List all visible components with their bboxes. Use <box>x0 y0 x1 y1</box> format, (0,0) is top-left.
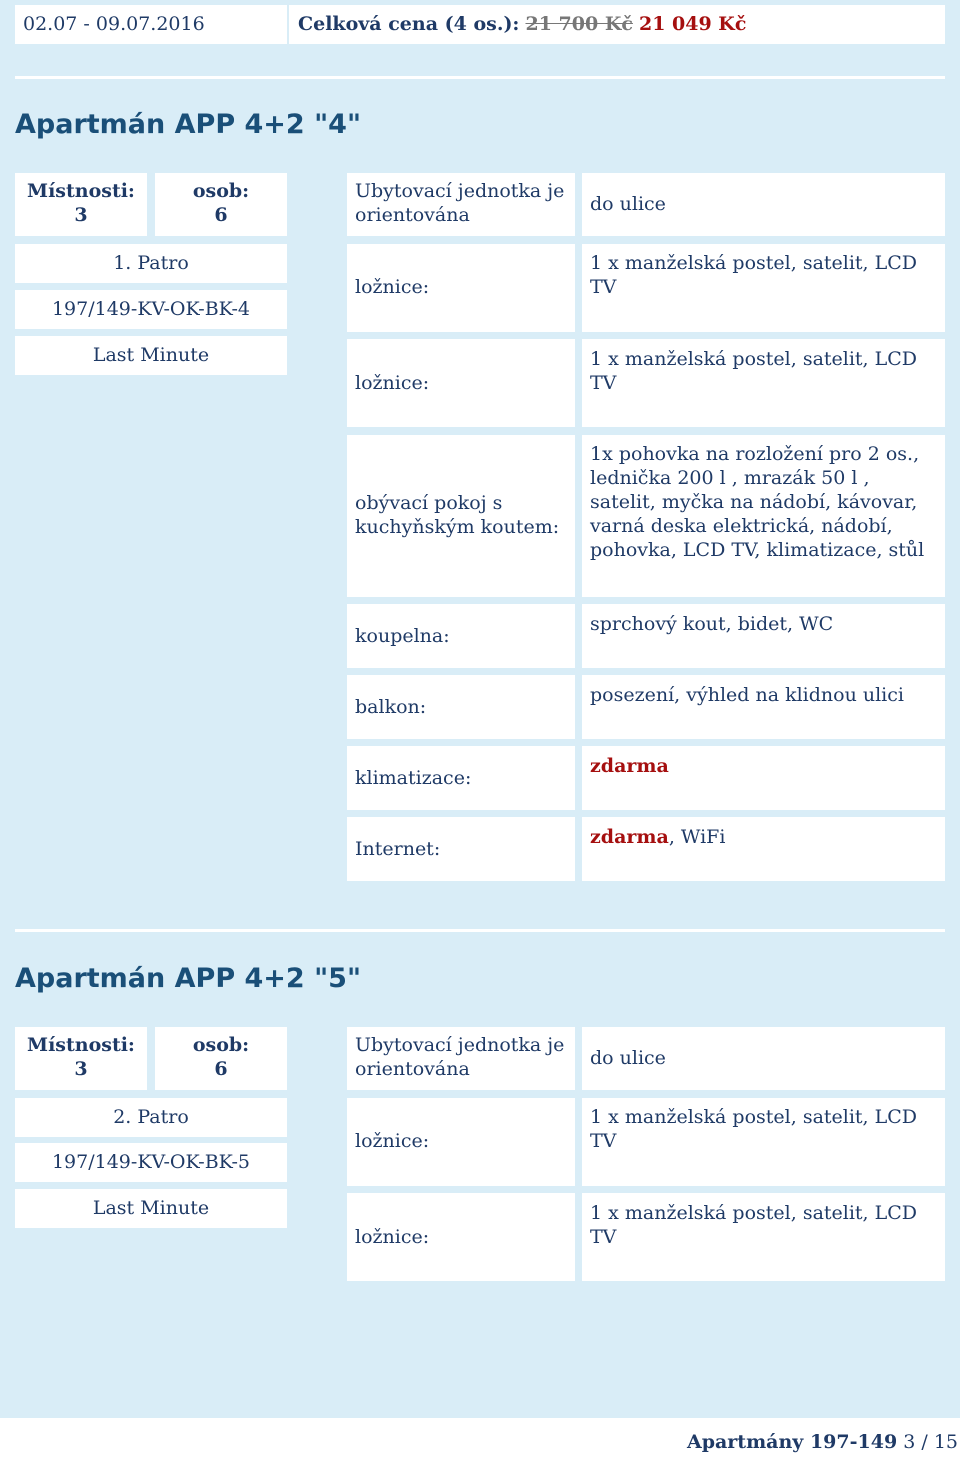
page-number: 3 <box>903 1431 916 1453</box>
date-range: 02.07 - 09.07.2016 <box>23 13 205 35</box>
floor: 1. Patro <box>113 252 189 274</box>
feature-value: 1 x manželská postel, satelit, LCD TV <box>590 1106 918 1152</box>
feature-value-cell <box>582 817 945 881</box>
persons-cell <box>155 173 287 236</box>
document-title: Apartmány 197-149 <box>686 1431 898 1453</box>
divider <box>15 76 945 79</box>
offer-badge: Last Minute <box>92 1197 210 1219</box>
offer-cell <box>15 336 287 375</box>
floor: 2. Patro <box>113 1106 189 1128</box>
feature-label-cell <box>347 244 575 332</box>
persons-value: 6 <box>214 204 228 226</box>
code-cell <box>15 290 287 329</box>
feature-value: 1 x manželská postel, satelit, LCD TV <box>590 252 918 298</box>
page-footer <box>687 1430 960 1454</box>
feature-value: posezení, výhled na klidnou ulici <box>590 684 904 706</box>
page-total: 15 <box>933 1431 958 1453</box>
orientation-value-cell <box>582 1027 945 1090</box>
code-cell <box>15 1143 287 1182</box>
feature-value-cell <box>582 746 945 810</box>
apartment-title: Apartmán APP 4+2 "5" <box>15 963 362 994</box>
free-badge: zdarma <box>590 826 669 848</box>
persons-label: osob: <box>192 1034 250 1056</box>
feature-label-cell <box>347 339 575 427</box>
rooms-label: Místnosti: <box>27 180 135 202</box>
feature-label: klimatizace: <box>355 767 472 789</box>
free-badge: zdarma <box>590 755 669 777</box>
orientation-value: do ulice <box>590 193 666 215</box>
persons-label: osob: <box>192 180 250 202</box>
feature-value-cell <box>582 675 945 739</box>
offer-badge: Last Minute <box>92 344 210 366</box>
offer-cell <box>15 1189 287 1228</box>
price-new: 21 049 Kč <box>638 13 747 35</box>
feature-label-cell <box>347 746 575 810</box>
divider <box>15 929 945 932</box>
feature-label: Internet: <box>355 838 441 860</box>
floor-cell <box>15 244 287 283</box>
feature-label: obývací pokoj s kuchyňským koutem: <box>355 492 560 538</box>
persons-cell <box>155 1027 287 1090</box>
orientation-label-cell <box>347 173 575 236</box>
feature-label: ložnice: <box>355 372 430 394</box>
feature-label-cell <box>347 1193 575 1281</box>
feature-value: 1x pohovka na rozložení pro 2 os., lednička 200 l , mrazák 50 l , satelit, myčka na nádobí, kávovar, varná deska elektrická, nádobí, pohovka, LCD TV, klimatizace, stůl <box>590 443 925 561</box>
feature-label-cell <box>347 604 575 668</box>
page-separator: / <box>921 1431 928 1453</box>
orientation-label-cell <box>347 1027 575 1090</box>
feature-value: , WiFi <box>668 826 726 848</box>
feature-value: 1 x manželská postel, satelit, LCD TV <box>590 348 918 394</box>
feature-value-cell <box>582 1193 945 1281</box>
feature-value-cell <box>582 244 945 332</box>
rooms-value: 3 <box>74 1058 88 1080</box>
feature-label: balkon: <box>355 696 427 718</box>
feature-label: koupelna: <box>355 625 450 647</box>
feature-value-cell <box>582 1098 945 1186</box>
orientation-value-cell <box>582 173 945 236</box>
feature-label-cell <box>347 675 575 739</box>
apartment-title: Apartmán APP 4+2 "4" <box>15 109 362 140</box>
date-range-cell <box>15 5 287 44</box>
price-old: 21 700 Kč <box>525 13 633 35</box>
rooms-cell <box>15 1027 147 1090</box>
orientation-label: Ubytovací jednotka je orientována <box>355 180 565 226</box>
feature-value: sprchový kout, bidet, WC <box>590 613 834 635</box>
feature-label: ložnice: <box>355 1226 430 1248</box>
feature-value: 1 x manželská postel, satelit, LCD TV <box>590 1202 918 1248</box>
feature-label-cell <box>347 817 575 881</box>
feature-label-cell <box>347 1098 575 1186</box>
feature-label-cell <box>347 435 575 597</box>
feature-value-cell <box>582 435 945 597</box>
feature-value-cell <box>582 339 945 427</box>
feature-value-cell <box>582 604 945 668</box>
orientation-value: do ulice <box>590 1047 666 1069</box>
rooms-value: 3 <box>74 204 88 226</box>
price-label: Celková cena (4 os.): <box>298 13 520 35</box>
feature-label: ložnice: <box>355 1130 430 1152</box>
apartment-code: 197/149-KV-OK-BK-5 <box>51 1151 251 1173</box>
feature-label: ložnice: <box>355 276 430 298</box>
persons-value: 6 <box>214 1058 228 1080</box>
total-price-cell <box>289 5 945 44</box>
apartment-code: 197/149-KV-OK-BK-4 <box>51 298 251 320</box>
floor-cell <box>15 1098 287 1137</box>
rooms-label: Místnosti: <box>27 1034 135 1056</box>
rooms-cell <box>15 173 147 236</box>
orientation-label: Ubytovací jednotka je orientována <box>355 1034 565 1080</box>
